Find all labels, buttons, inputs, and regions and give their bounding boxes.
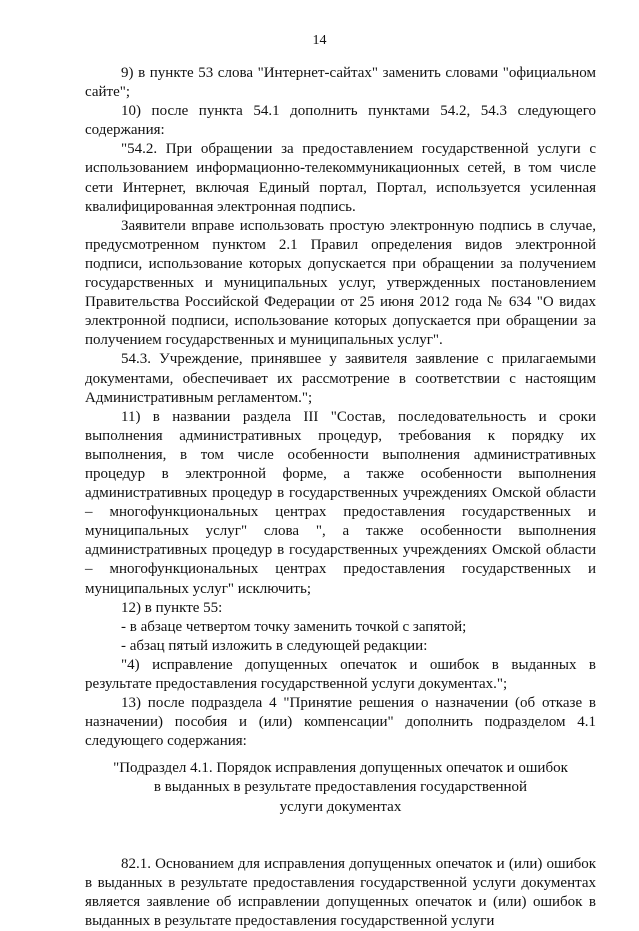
subsection-heading-line-2: в выданных в результате предоставления государственной (153, 779, 528, 796)
paragraph-item-12: 12) в пункте 55: (121, 599, 223, 616)
paragraph-item-10: 10) после пункта 54.1 дополнить пунктами 54.2, 54.3 следующего содержания: (85, 103, 596, 139)
paragraph-item-9: 9) в пункте 53 слова "Интернет-сайтах" заменить словами "официальном сайте"; (85, 65, 596, 101)
paragraph-item-11: 11) в названии раздела III "Состав, последовательность и сроки выполнения административных процедур, требования к порядку их выполнения, в том числе особенности выполнения административных процедур в электронной форме, а также особенности выполнения административных процедур в государственных учреждениях Омской области – многофункциональных центрах предоставления государственных и муниципальных услуг" слова ", а также особенности выполнения административных процедур в государственных учреждениях Омской области – многофункциональных центрах предоставления государственных и муниципальных услуг" исключить; (85, 408, 596, 597)
paragraph-item-13: 13) после подраздела 4 "Принятие решения о назначении (об отказе в назначении) пособия и (или) компенсации" дополнить подразделом 4.1 следующего содержания: (85, 695, 596, 750)
paragraph-item-12-dash-1: - в абзаце четвертом точку заменить точкой с запятой; (121, 618, 467, 635)
paragraph-item-12-dash-2: - абзац пятый изложить в следующей редакции: (121, 637, 428, 654)
paragraph-item-12-quote: "4) исправление допущенных опечаток и ошибок в выданных в результате предоставления государственной услуги документах."; (85, 656, 596, 692)
subsection-heading-line-1: "Подраздел 4.1. Порядок исправления допущенных опечаток и ошибок (113, 760, 568, 777)
subsection-heading-line-3: услуги документах (279, 798, 402, 815)
document-body (85, 64, 596, 931)
paragraph-54-2: "54.2. При обращении за предоставлением государственной услуги с использованием информационно-телекоммуникационных сетей, в том числе сети Интернет, включая Единый портал, Портал, используется усиленная квалифицированная электронная подпись. (85, 141, 596, 215)
paragraph-82-1: 82.1. Основанием для исправления допущенных опечаток и (или) ошибок в выданных в результате предоставления государственной услуги документах является заявление об исправлении допущенных опечаток и (или) ошибок в выданных в результате предоставления государственной услуги (85, 855, 596, 929)
page-number: 14 (312, 33, 327, 48)
paragraph-54-3: 54.3. Учреждение, принявшее у заявителя заявление с прилагаемыми документами, обеспечивает их рассмотрение в соответствии с настоящим Административным регламентом."; (85, 351, 596, 406)
paragraph-54-2-simple-signature: Заявители вправе использовать простую электронную подпись в случае, предусмотренном пунктом 2.1 Правил определения видов электронной подписи, использование которых допускается при обращении за получением государственных и муниципальных услуг, утвержденных постановлением Правительства Российской Федерации от 25 июня 2012 года № 634 "О видах электронной подписи, использование которых допускается при обращении за получением государственных и муниципальных услуг". (85, 217, 596, 349)
